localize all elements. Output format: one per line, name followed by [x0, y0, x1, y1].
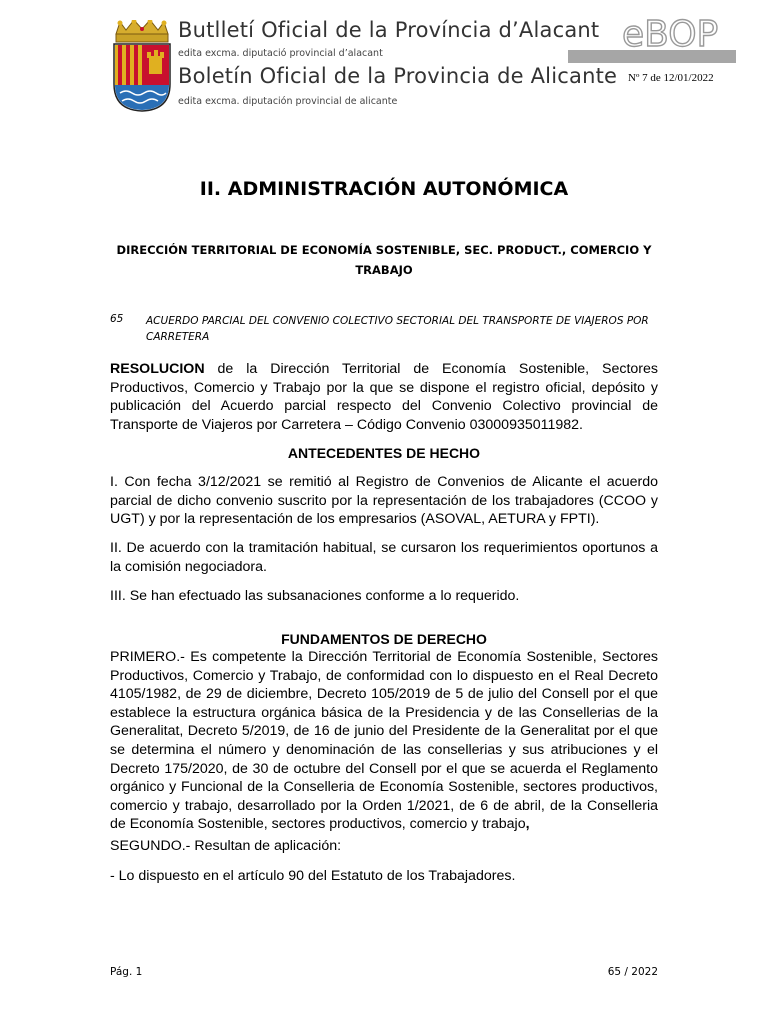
antecedentes-heading: ANTECEDENTES DE HECHO — [287, 445, 481, 461]
section-title: II. ADMINISTRACIÓN AUTONÓMICA — [199, 178, 569, 200]
gazette-subtitle-spanish: edita excma. diputación provincial de alicante — [178, 96, 398, 107]
ebop-logo — [620, 12, 732, 52]
announcement-title: ACUERDO PARCIAL DEL CONVENIO COLECTIVO SECTORIAL DEL TRANSPORTE DE VIAJEROS POR CARRETERA — [146, 315, 649, 343]
fundamento-primero-end: , — [525, 816, 530, 833]
gazette-subtitle-valencian: edita excma. diputació provincial d’alacant — [178, 48, 383, 59]
department-name: DIRECCIÓN TERRITORIAL DE ECONOMÍA SOSTENIBLE, SEC. PRODUCT., COMERCIO Y TRABAJO — [116, 243, 652, 277]
fundamento-primero-text: PRIMERO.- Es competente la Dirección Territorial de Economía Sostenible, Sectores Productivos, Comercio y Trabajo, de conformidad con lo dispuesto en el Real Decreto 4105/1982, de 29 de diciembre, Decreto 105/2019 de 5 de julio del Consell por el que establece la estructura orgánica básica de la Presidencia y de las Consellerias de la Generalitat, Decreto 5/2019, de 16 de junio del Presidente de la Generalitat por el que se determina el número y denominación de las consellerias y sus atribuciones y el Decreto 175/2020, de 30 de octubre del Consell por el que se acuerda el Reglamento orgánico y Funcional de la Conselleria de Economía Sostenible, sectores productivos, comercio y trabajo, desarrollado por la Orden 1/2021, de 6 de abril, de la Conselleria de Economía Sostenible, sectores productivos, comercio y trabajo — [110, 649, 658, 833]
fundamento-item-1: - Lo dispuesto en el artículo 90 del Estatuto de los Trabajadores. — [110, 868, 516, 884]
resolution-lead: RESOLUCION — [110, 361, 205, 377]
ebop-logo-text: eBOP — [622, 14, 719, 52]
gazette-title-spanish: Boletín Oficial de la Provincia de Alicante — [178, 64, 618, 88]
issue-number: Nº 7 de 12/01/2022 — [628, 72, 714, 84]
fundamento-primero — [110, 648, 658, 834]
fundamento-segundo: SEGUNDO.- Resultan de aplicación: — [110, 838, 342, 854]
footer-page-number: Pág. 1 — [110, 966, 143, 978]
fundamentos-heading: FUNDAMENTOS DE DERECHO — [281, 631, 487, 647]
resolution-paragraph — [110, 360, 658, 434]
footer-reference: 65 / 2022 — [607, 966, 658, 978]
antecedente-item-1: I. Con fecha 3/12/2021 se remitió al Registro de Convenios de Alicante el acuerdo parcial de dicho convenio suscrito por la representación de los trabajadores (CCOO y UGT) y por la representación de los empresarios (ASOVAL, AETURA y FPTI). — [110, 474, 658, 528]
gazette-title-valencian: Butlletí Oficial de la Província d’Alacant — [178, 18, 600, 42]
coat-of-arms-icon — [112, 20, 172, 112]
antecedente-item-2: II. De acuerdo con la tramitación habitual, se cursaron los requerimientos oportunos a la comisión negociadora. — [110, 540, 658, 575]
announcement-number: 65 — [110, 313, 124, 325]
resolution-text: de la Dirección Territorial de Economía Sostenible, Sectores Productivos, Comercio y Trabajo por la que se dispone el registro oficial, depósito y publicación del Acuerdo parcial respecto del Convenio Colectivo provincial de Transporte de Viajeros por Carretera – Código Convenio 03000935011982. — [110, 361, 658, 433]
antecedente-item-3: III. Se han efectuado las subsanaciones conforme a lo requerido. — [110, 588, 520, 604]
